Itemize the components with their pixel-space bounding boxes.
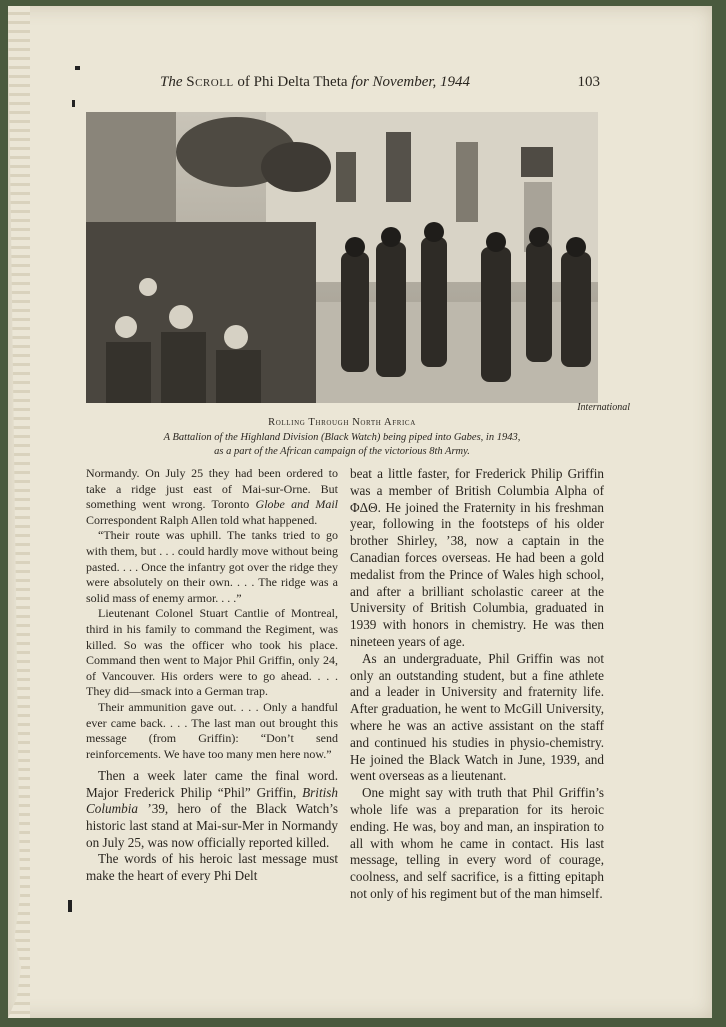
journal-title: The Scroll of Phi Delta Theta for November, 1944 [160,74,471,90]
parade-photograph [86,112,598,403]
photo-credit: International [577,402,630,413]
paragraph: As an undergraduate, Phil Griffin was not only an outstanding student, but a fine athlete and a leader in University and fraternity life. After graduation, he went to McGill University, where he was an active assistant on the staff and continued his studies in physio-chemistry. He joined the Black Watch in June, 1939, and went overseas as a lieutenant. [350,650,604,784]
right-column [350,466,604,903]
paragraph: One might say with truth that Phil Griffin’s whole life was a preparation for its heroic ending. He was, boy and man, an inspiration to all with whom he came in contact. His last message, telling in every word of courage, coolness, and self sacrifice, is a fitting epitaph not only of his regiment but of the man himself. [350,785,604,901]
page-number: 103 [577,74,600,90]
paragraph: Their ammunition gave out. . . . Only a handful ever came back. . . . The last man out brought this message (from Griffin): “Don’t send reinforcements. We have too many men here now.” [86,699,338,761]
paragraph: Lieutenant Colonel Stuart Cantlie of Montreal, third in his family to command the Regiment, was killed. So was the officer who took his place. Command then went to Major Phil Griffin, only 24, of Vancouver. His orders were to go ahead. . . . They did—smack into a German trap. [86,606,338,699]
torn-left-edge [8,6,30,1018]
paragraph: Normandy. On July 25 they had been ordered to take a ridge just east of Mai-sur-Orne. But something went wrong. Toronto Globe and Mail Correspondent Ralph Allen told what happened. [86,466,338,527]
ink-mark [75,66,80,70]
caption-title: Rolling Through North Africa [268,417,416,428]
caption-line: A Battalion of the Highland Division (Black Watch) being piped into Gabes, in 1943, [163,432,521,443]
left-column [86,466,338,884]
paragraph: The words of his heroic last message must make the heart of every Phi Delt [86,851,338,883]
caption-line: as a part of the African campaign of the victorious 8th Army. [214,446,470,457]
ink-mark [72,100,75,107]
paragraph: Then a week later came the final word. Major Frederick Philip “Phil” Griffin, British Columbia ’39, hero of the Black Watch’s historic last stand at Mai-sur-Mer in Normandy on July 25, was now officially reported killed. [86,768,338,850]
paragraph: beat a little faster, for Frederick Philip Griffin was a member of British Columbia Alpha of ΦΔΘ. He joined the Fraternity in his freshman year, following in the footsteps of his older brother Shirley, ’38, now a captain in the Canadian forces overseas. He had been a gold medalist from the Prince of Wales high school, and after a brilliant scholastic career at the University of British Columbia, graduated in 1939 with honors in chemistry. He was then nineteen years of age. [350,466,604,649]
caption-text [86,431,598,459]
running-header [160,74,600,94]
ink-mark [68,900,72,912]
paragraph: “Their route was uphill. The tanks tried to go with them, but . . . could hardly move without being pasted. . . . Once the infantry got over the ridge they were absolutely on their own. . . . The ridge was a solid mass of enemy armor. . . .” [86,528,338,605]
